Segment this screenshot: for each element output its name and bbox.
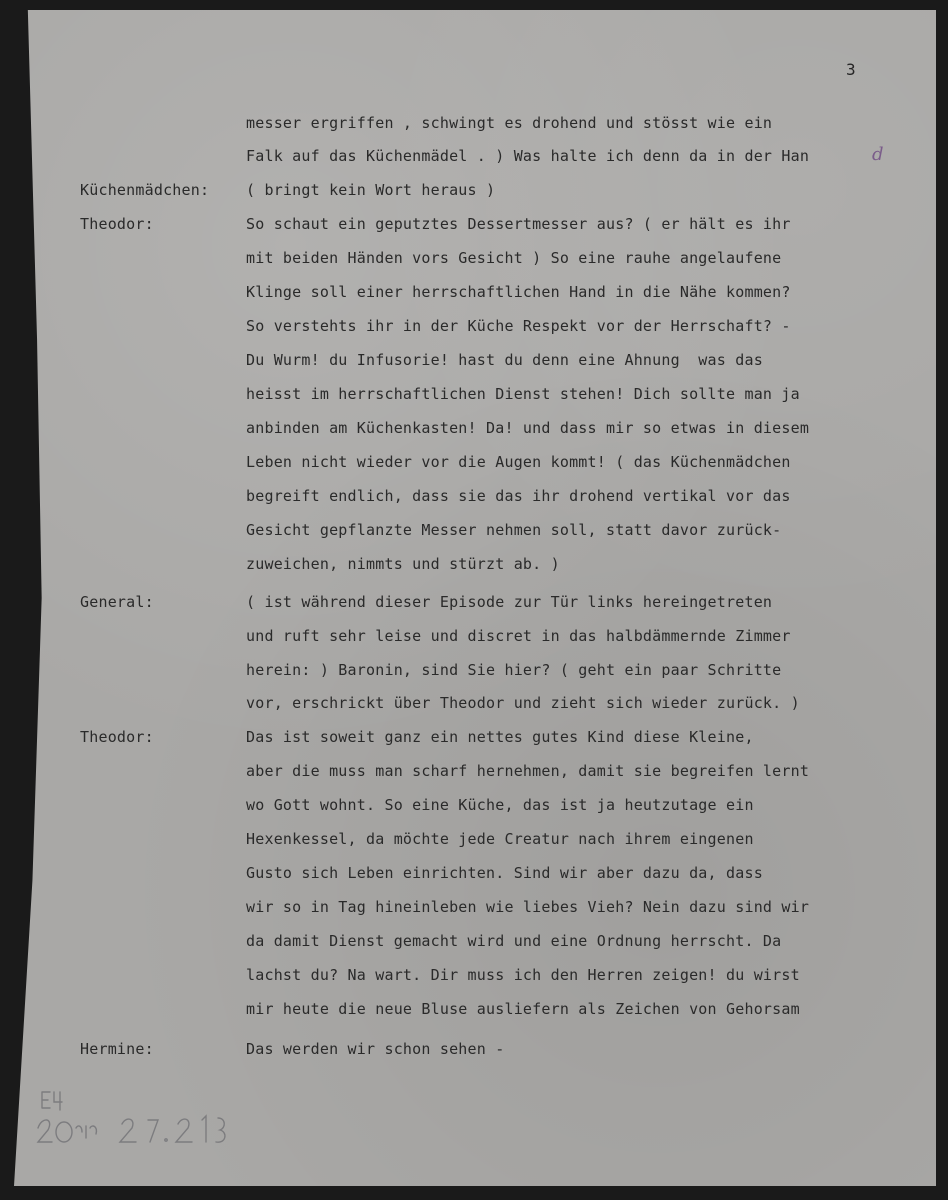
text-line: Leben nicht wieder vor die Augen kommt! ( das Küchenmädchen [246,453,791,471]
text-line: lachst du? Na wart. Dir muss ich den Herren zeigen! du wirst [246,966,800,984]
text-line: Hexenkessel, da möchte jede Creatur nach ihrem eingenen [246,830,754,848]
text-line: herein: ) Baronin, sind Sie hier? ( geht ein paar Schritte [246,661,782,679]
speaker-label: Theodor: [80,215,154,233]
speaker-label: Küchenmädchen: [80,181,210,199]
text-line: Gesicht gepflanzte Messer nehmen soll, statt davor zurück- [246,521,782,539]
handwritten-correction: d [872,144,884,165]
text-line: Falk auf das Küchenmädel . ) Was halte ich denn da in der Han [246,147,810,165]
speaker-label: Hermine: [80,1040,154,1058]
speaker-label: Theodor: [80,728,154,746]
text-line: messer ergriffen , schwingt es drohend und stösst wie ein [246,114,773,132]
text-line: ( ist während dieser Episode zur Tür links hereingetreten [246,593,773,611]
speaker-label: General: [80,593,154,611]
text-line: mir heute die neue Bluse ausliefern als Zeichen von Gehorsam [246,1000,800,1018]
text-line: Du Wurm! du Infusorie! hast du denn eine Ahnung was das [246,351,763,369]
text-line: wir so in Tag hineinleben wie liebes Vieh? Nein dazu sind wir [246,898,810,916]
text-line: vor, erschrickt über Theodor und zieht sich wieder zurück. ) [246,694,800,712]
text-line: anbinden am Küchenkasten! Da! und dass mir so etwas in diesem [246,419,810,437]
archive-pencil-mark [30,1080,230,1160]
text-line: aber die muss man scharf hernehmen, damit sie begreifen lernt [246,762,810,780]
text-line: heisst im herrschaftlichen Dienst stehen! Dich sollte man ja [246,385,800,403]
text-line: begreift endlich, dass sie das ihr drohend vertikal vor das [246,487,791,505]
text-line: zuweichen, nimmts und stürzt ab. ) [246,555,560,573]
text-line: Das ist soweit ganz ein nettes gutes Kind diese Kleine, [246,728,754,746]
text-line: und ruft sehr leise und discret in das halbdämmernde Zimmer [246,627,791,645]
text-line: Das werden wir schon sehen - [246,1040,505,1058]
text-line: So verstehts ihr in der Küche Respekt vor der Herrschaft? - [246,317,791,335]
text-line: Klinge soll einer herrschaftlichen Hand in die Nähe kommen? [246,283,791,301]
page-number: 3 [846,60,856,79]
text-line: da damit Dienst gemacht wird und eine Ordnung herrscht. Da [246,932,782,950]
text-line: mit beiden Händen vors Gesicht ) So eine rauhe angelaufene [246,249,782,267]
text-line: ( bringt kein Wort heraus ) [246,181,496,199]
text-line: wo Gott wohnt. So eine Küche, das ist ja heutzutage ein [246,796,754,814]
text-line: So schaut ein geputztes Dessertmesser aus? ( er hält es ihr [246,215,791,233]
text-line: Gusto sich Leben einrichten. Sind wir aber dazu da, dass [246,864,763,882]
